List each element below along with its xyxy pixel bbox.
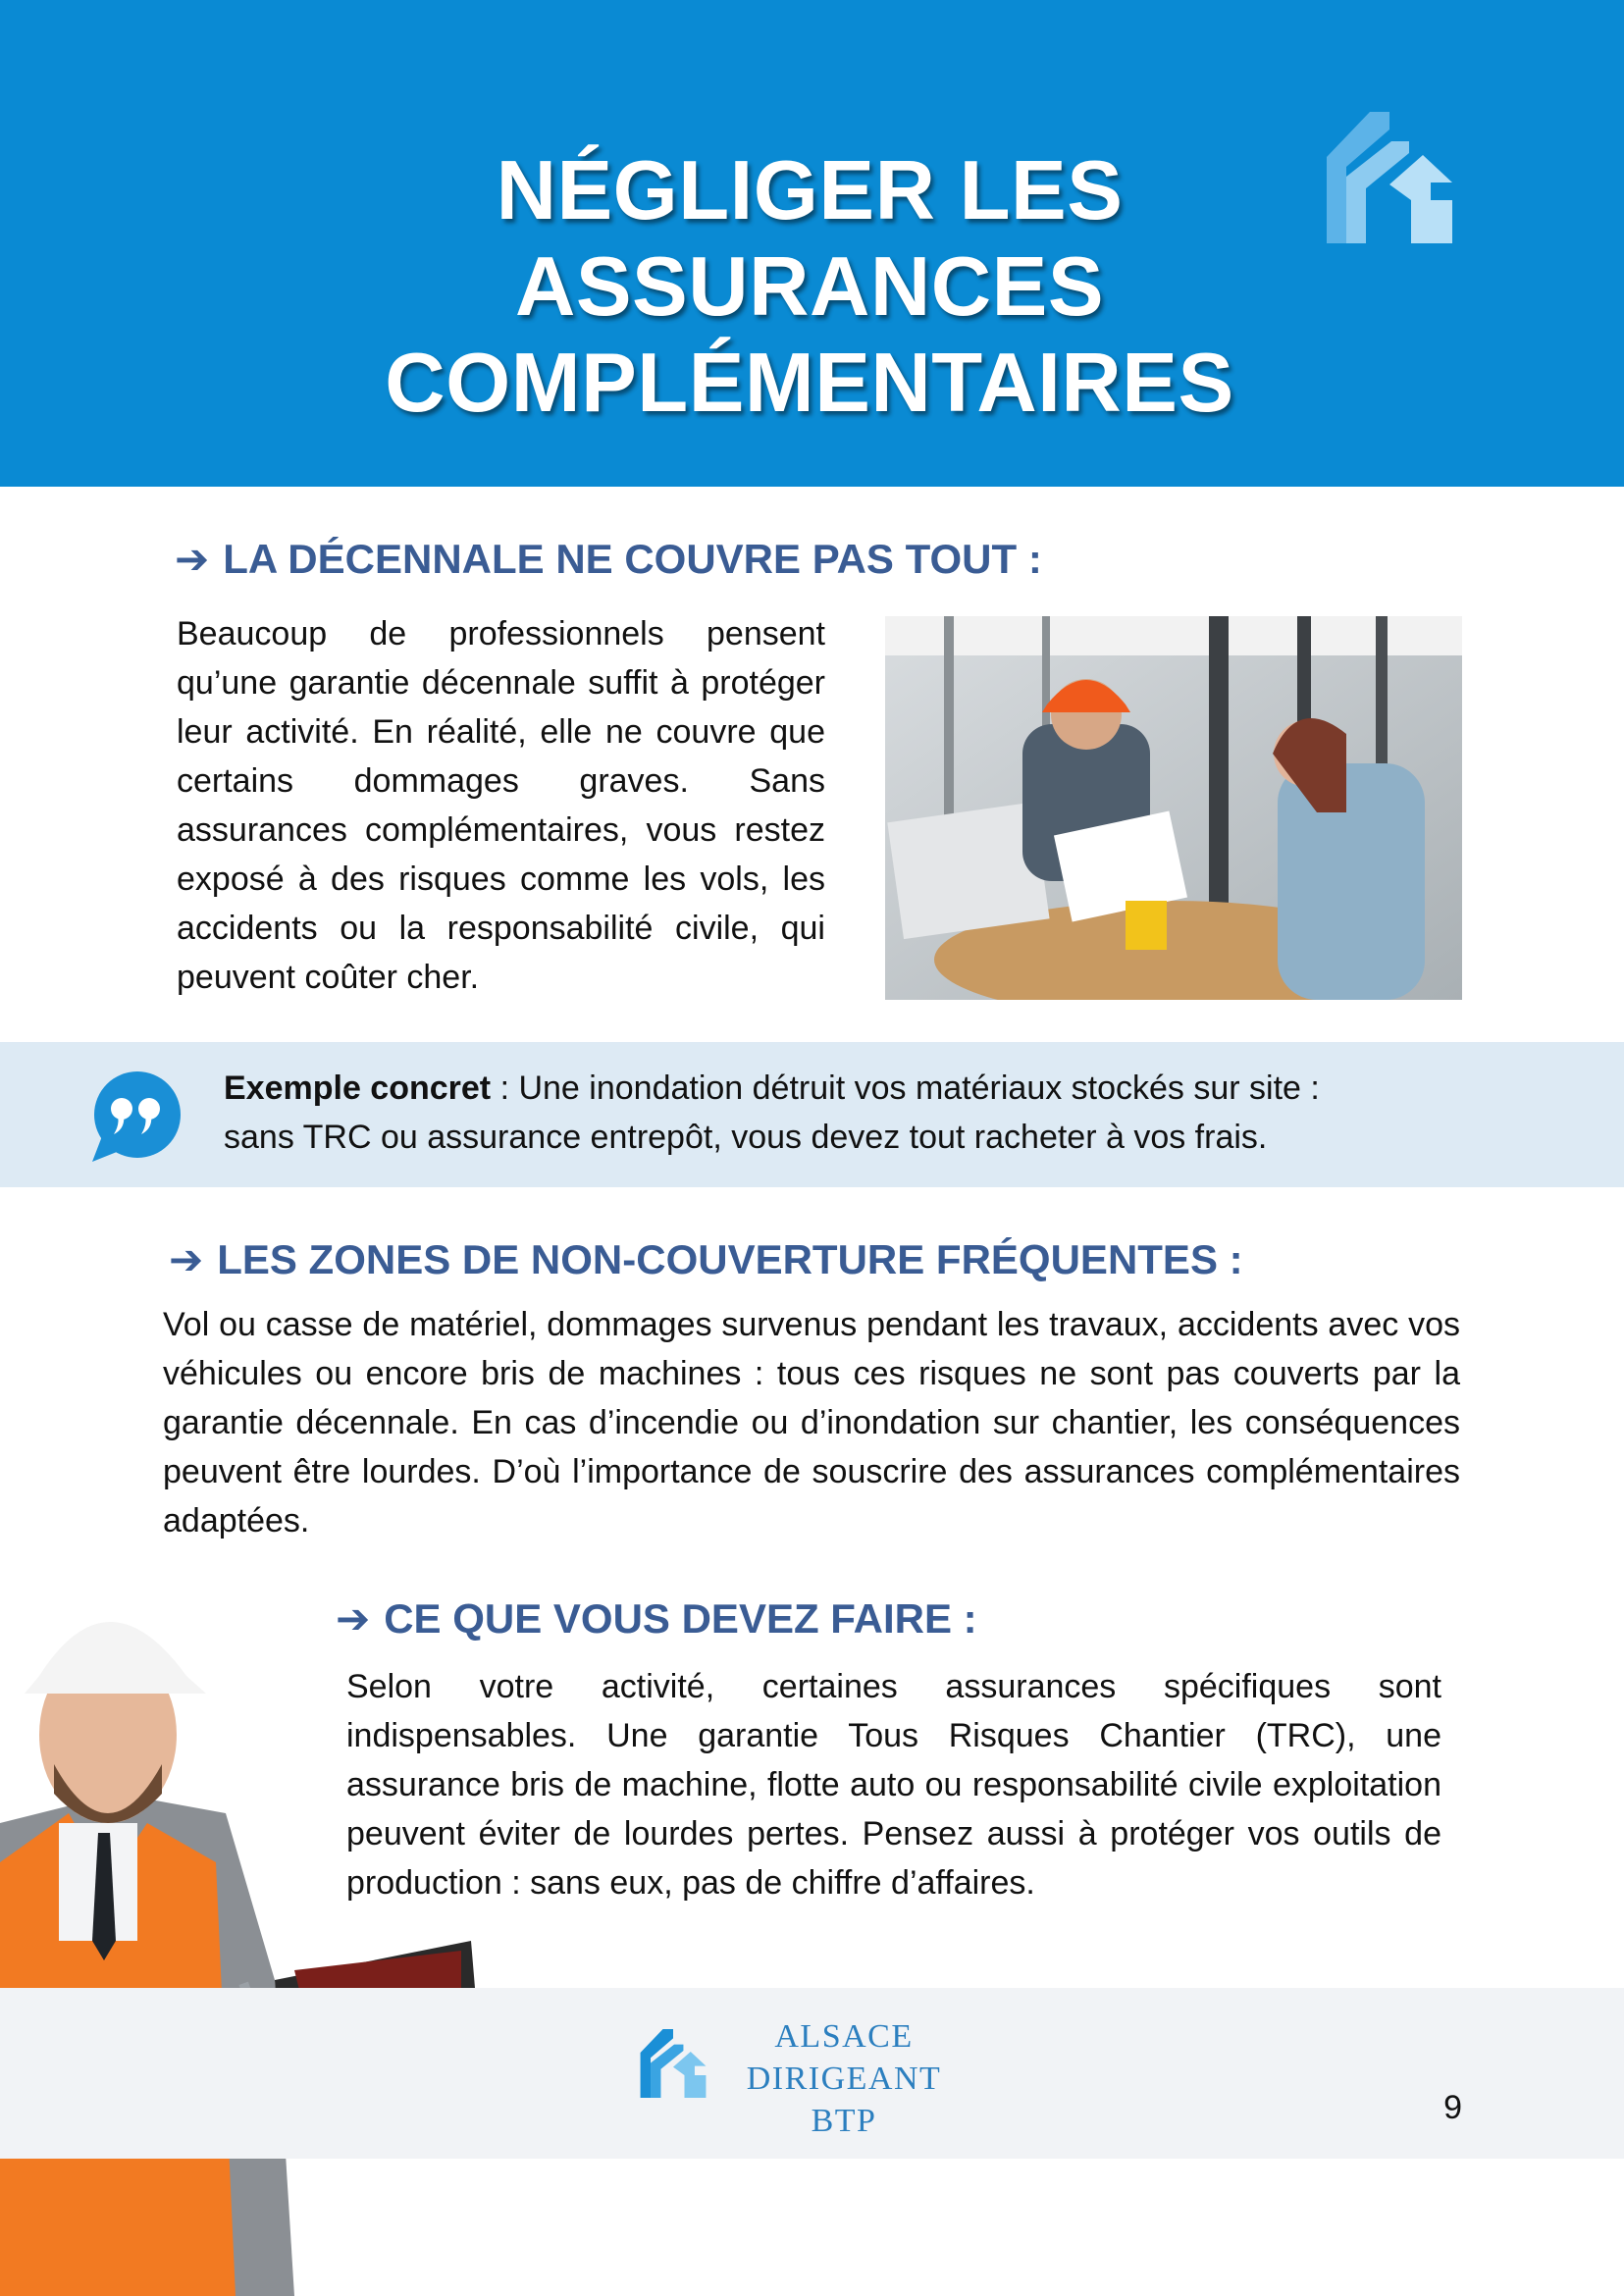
- brand-line: BTP: [811, 2103, 877, 2139]
- section-heading-text: LES ZONES DE NON-COUVERTURE FRÉQUENTES :: [217, 1236, 1243, 1282]
- section-body-non-couverture: Vol ou casse de matériel, dommages survenus pendant les travaux, accidents avec vos véhicules ou encore bris de machines : tous ces risques ne sont pas couverts par la garantie décennale. En cas d’incendie ou d’inondation sur chantier, les conséquences peuvent être lourdes. D’où l’importance de souscrire des assurances complémentaires adaptées.: [163, 1306, 1460, 1539]
- example-line2: sans TRC ou assurance entrepôt, vous devez tout racheter à vos frais.: [224, 1119, 1268, 1156]
- arrow-right-icon: ➔: [336, 1595, 371, 1642]
- page-number: 9: [1443, 2089, 1462, 2126]
- arrow-right-icon: ➔: [175, 536, 210, 582]
- section-heading-non-couverture: [169, 1235, 1243, 1284]
- section-body-decennale: Beaucoup de professionnels pensent qu’une garantie décennale suffit à protéger leur activité. En réalité, elle ne couvre que certains dommages graves. Sans assurances complémentaires, vous restez exposé à des risques comme les vols, les accidents ou la responsabilité civile, qui peuvent coûter cher.: [177, 615, 825, 996]
- title-line: COMPLÉMENTAIRES: [385, 337, 1234, 430]
- section-body-a-faire: Selon votre activité, certaines assurances spécifiques sont indispensables. Une garantie Tous Risques Chantier (TRC), une assurance bris de machine, flotte auto ou responsabilité civile exploitation peuvent éviter de lourdes pertes. Pensez aussi à protéger vos outils de production : sans eux, pas de chiffre d’affaires.: [346, 1668, 1441, 1902]
- brand-name: [734, 2015, 954, 2142]
- brand-line: ALSACE: [774, 2018, 914, 2055]
- arrow-right-icon: ➔: [169, 1236, 204, 1282]
- company-logo-icon: [1327, 112, 1452, 243]
- quote-icon: [88, 1068, 186, 1166]
- brand-logo-icon: [640, 2029, 707, 2098]
- meeting-photo: [885, 616, 1462, 1000]
- title-line: ASSURANCES: [514, 240, 1105, 334]
- section-heading-decennale: [175, 535, 1042, 584]
- example-text: [224, 1064, 1450, 1162]
- example-label: Exemple concret: [224, 1070, 492, 1107]
- section-heading-a-faire: [336, 1594, 977, 1644]
- section-heading-text: LA DÉCENNALE NE COUVRE PAS TOUT :: [223, 536, 1042, 582]
- page-title: [275, 143, 1344, 432]
- title-line: NÉGLIGER LES: [496, 144, 1124, 237]
- brand-line: DIRIGEANT: [746, 2061, 942, 2097]
- section-heading-text: CE QUE VOUS DEVEZ FAIRE :: [384, 1595, 977, 1642]
- example-line1: : Une inondation détruit vos matériaux stockés sur site :: [491, 1070, 1320, 1107]
